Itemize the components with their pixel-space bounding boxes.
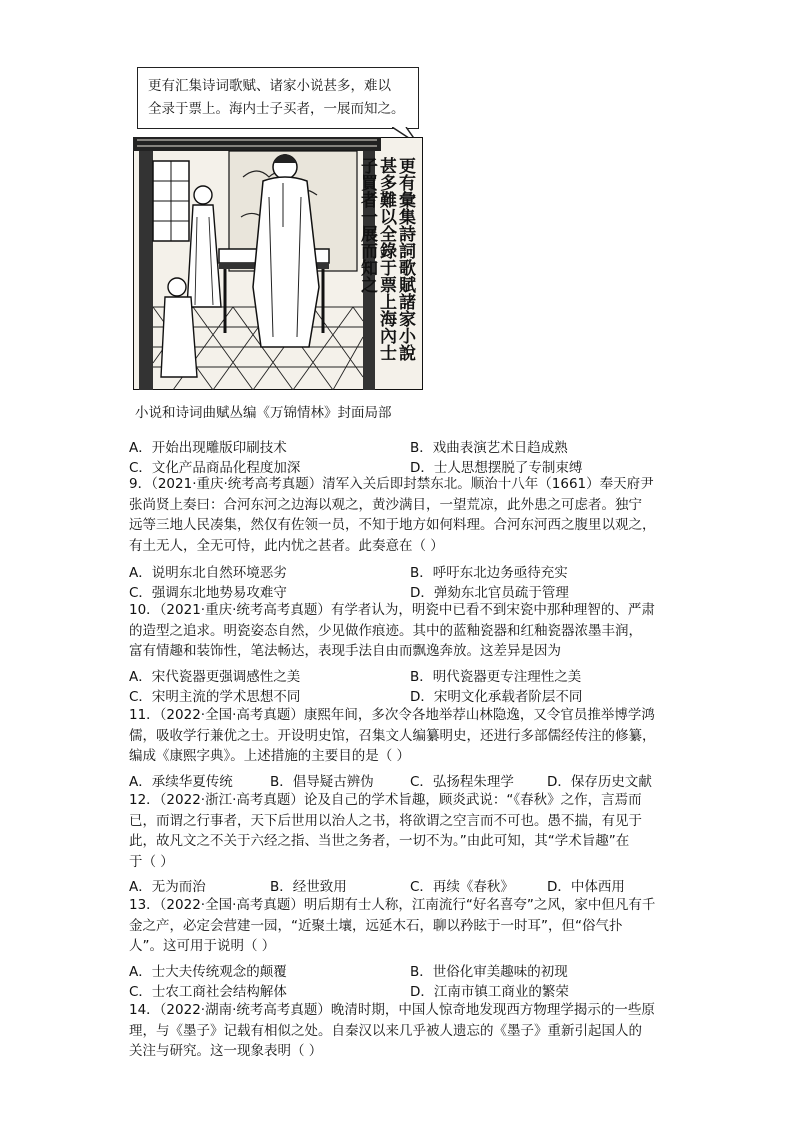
q10-stem [129,600,669,662]
q13-stem [129,895,669,957]
q9-option-a[interactable]: A．说明东北自然环境恶劣 [129,565,287,581]
q13-line: 13．（2022·全国·高考真题）明后期有士人称，江南流行“好名喜夸”之风，家中但凡有千 [129,897,656,913]
q9-line: 9．（2021·重庆·统考高考真题）清军入关后即封禁东北。顺治十八年（1661）奉天府尹 [129,476,654,492]
q9-line: 远等三地人民凑集，然仅有佐领一员，不知于地方如何料理。合河东河西之腹里以观之， [129,517,656,534]
q13-line: 人”。这可用于说明（ ） [129,938,276,955]
q13-line: 金之产，必定会营建一园，“近聚土壤，远延木石，聊以矜眩于一时耳”，但“俗气扑 [129,917,623,934]
q14-line: 关注与研究。这一现象表明（ ） [129,1043,323,1060]
q9-line: 有土无人，全无可恃，此内忧之甚者。此奏意在（ ） [129,537,444,554]
q12-option-a[interactable]: A．无为而治 [129,879,206,895]
q12-option-d[interactable]: D．中体西用 [547,879,625,895]
q11-stem [129,705,669,767]
q8-option-c[interactable]: C．文化产品商品化程度加深 [129,460,301,476]
q9-option-c[interactable]: C．强调东北地势易攻难守 [129,585,287,601]
q10-option-a[interactable]: A．宋代瓷器更强调感性之美 [129,669,301,685]
woodcut-text-column: 更有彙集詩詞歌賦諸家小說 [395,157,415,361]
q9-option-d[interactable]: D．弹劾东北官员疏于管理 [410,585,569,601]
q11-option-a[interactable]: A．承续华夏传统 [129,774,233,790]
q11-option-d[interactable]: D．保存历史文献 [547,774,652,790]
woodcut-text-column: 甚多難以全錄于票上海內士 [376,157,396,361]
q12-line: 已，而谓之行事者，天下后世用以治人之书，将欲谓之空言而不可也。愚不揣，有见于 [129,812,642,829]
q12-line: 于（ ） [129,853,174,870]
q12-line: 12．（2022·浙江·高考真题）论及自己的学术旨趣，顾炎武说：“《春秋》之作，言焉而 [129,792,642,808]
q13-option-d[interactable]: D．江南市镇工商业的繁荣 [410,984,569,1000]
q12-line: 此，故凡文之不关于六经之指、当世之务者，一切不为。”由此可知，其“学术旨趣”在 [129,833,630,850]
q10-option-b[interactable]: B．明代瓷器更专注理性之美 [410,669,582,685]
q8-option-d[interactable]: D．士人思想摆脱了专制束缚 [410,460,583,476]
q8-option-b[interactable]: B．戏曲表演艺术日趋成熟 [410,440,568,456]
figure-caption: 小说和诗词曲赋丛编《万锦情林》封面局部 [135,405,392,421]
q12-option-c[interactable]: C．再续《春秋》 [410,879,514,895]
q12-option-b[interactable]: B．经世致用 [270,879,347,895]
q10-line: 富有情趣和装饰性，笔法畅达，表现手法自由而飘逸奔放。这差异是因为 [129,643,561,660]
q13-option-b[interactable]: B．世俗化审美趣味的初现 [410,964,568,980]
q12-stem [129,790,669,872]
q11-line: 11．（2022·全国·高考真题）康熙年间，多次令各地举荐山林隐逸，又令官员推举博学鸿 [129,707,655,723]
woodcut-illustration [133,137,423,390]
q10-line: 的造型之追求。明瓷姿态自然，少见做作痕迹。其中的蓝釉瓷器和红釉瓷器浓墨丰润， [129,622,642,639]
q9-option-b[interactable]: B．呼吁东北边务亟待充实 [410,565,568,581]
callout-line: 全录于票上。海内士子买者，一展而知之。 [148,101,405,117]
q13-option-c[interactable]: C．士农工商社会结构解体 [129,984,287,1000]
woodcut-text-column: 子買者一展而知之 [357,157,377,293]
q14-line: 14．（2022·湖南·统考高考真题）晚清时期，中国人惊奇地发现西方物理学揭示的一些原 [129,1002,655,1018]
speech-callout [137,67,419,129]
q9-stem [129,474,669,556]
q11-line: 儒，吸收学行兼优之士。开设明史馆，召集文人编纂明史，还进行多部儒经传注的修纂， [129,727,656,744]
q10-option-d[interactable]: D．宋明文化承载者阶层不同 [410,689,583,705]
q9-line: 张尚贤上奏曰：合河东河之边海以观之，黄沙满目，一望荒凉，此外患之可虑者。独宁 [129,496,642,513]
q13-option-a[interactable]: A．士大夫传统观念的颠覆 [129,964,287,980]
q10-line: 10．（2021·重庆·统考高考真题）有学者认为，明瓷中已看不到宋瓷中那种理智的、严肃 [129,602,655,618]
q11-option-c[interactable]: C．弘扬程朱理学 [410,774,514,790]
q10-option-c[interactable]: C．宋明主流的学术思想不同 [129,689,301,705]
q11-option-b[interactable]: B．倡导疑古辨伪 [270,774,374,790]
q14-stem [129,1000,669,1062]
callout-line: 更有汇集诗词歌赋、诸家小说甚多，难以 [148,78,391,94]
q11-line: 编成《康熙字典》。上述措施的主要目的是（ ） [129,748,411,765]
q14-line: 理，与《墨子》记载有相似之处。自秦汉以来几乎被人遗忘的《墨子》重新引起国人的 [129,1022,642,1039]
q8-option-a[interactable]: A．开始出现雕版印刷技术 [129,440,287,456]
